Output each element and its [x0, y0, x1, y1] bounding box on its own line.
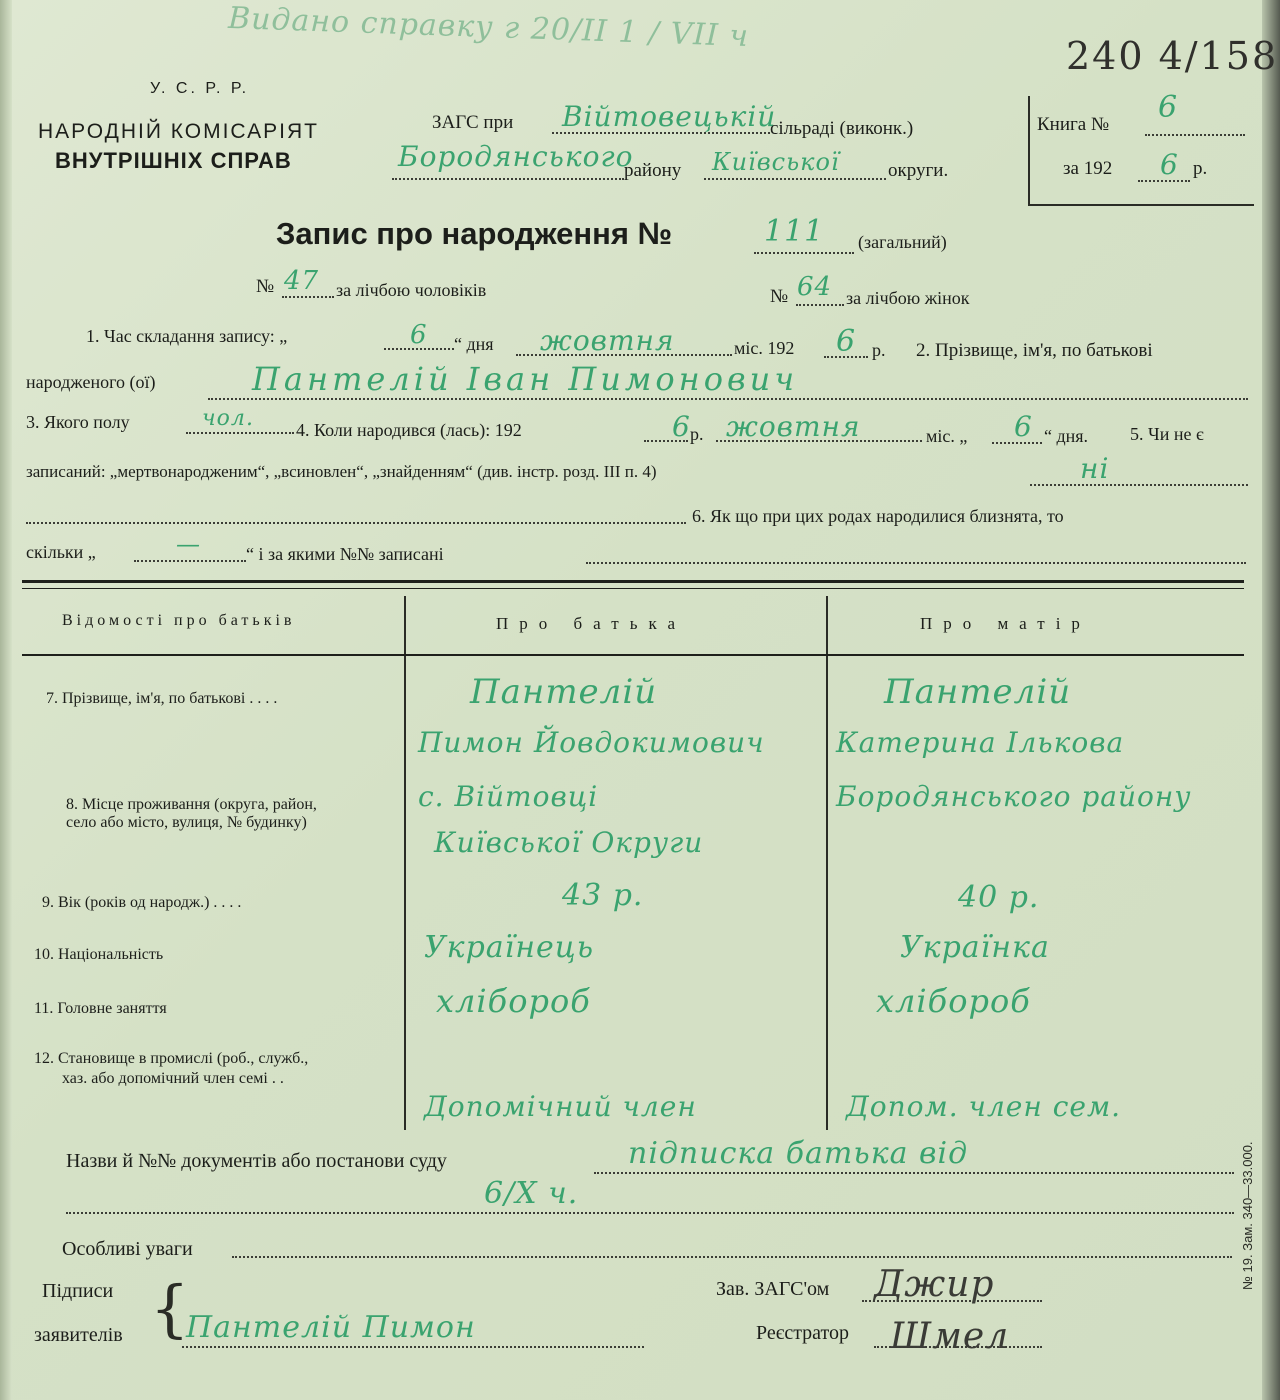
table-top-rule-thin — [22, 588, 1244, 589]
f5-answer: ні — [1080, 452, 1110, 485]
birth-year-suffix: р. — [690, 424, 704, 444]
f1-day: 6 — [410, 320, 428, 350]
birth-year: 6 — [672, 410, 691, 443]
child-name-line — [208, 398, 1248, 400]
top-handwritten-note: Видано справку г 20/ІІ 1 / VII ч — [227, 0, 750, 55]
zags-okruha-label: округи. — [888, 160, 949, 181]
mother-name: Катерина Ількова — [836, 726, 1125, 759]
notes-line — [232, 1256, 1232, 1258]
f1-month-line — [516, 354, 732, 356]
zags-raion-label: району — [624, 160, 682, 181]
record-number: 111 — [764, 214, 825, 249]
notes-label: Особливі уваги — [62, 1238, 193, 1260]
signatures-label-2: заявителів — [34, 1324, 123, 1346]
book-year-digit: 6 — [1160, 148, 1179, 181]
f1-month: жовтня — [540, 324, 675, 357]
f6-records-line — [586, 562, 1246, 564]
row9-label: 9. Вік (років од народж.) . . . . — [42, 894, 242, 911]
sex-line — [186, 432, 294, 434]
table-col1-header: Відомості про батьків — [62, 612, 296, 629]
ministry-line1: НАРОДНІЙ КОМІСАРІЯТ — [38, 120, 319, 143]
republic-label: У. С. Р. Р. — [150, 80, 250, 97]
signatures-brace: { — [150, 1272, 190, 1345]
f1-year-label: міс. 192 — [734, 338, 795, 358]
female-count-prefix: № — [770, 286, 789, 307]
father-occupation: хлібороб — [436, 982, 591, 1020]
docs-value-line1: підписка батька від — [628, 1136, 969, 1171]
f5-label: 5. Чи не є — [1130, 424, 1204, 444]
father-surname: Пантелій — [470, 672, 658, 712]
docs-value-line2: 6/Х ч. — [484, 1176, 579, 1211]
zags-head-signature-line — [862, 1300, 1042, 1302]
f1-day-line — [384, 348, 454, 350]
record-number-line — [754, 252, 854, 254]
f6-label: 6. Як що при цих родах народилися близнята, то — [692, 506, 1064, 526]
f3-label: 3. Якого полу — [26, 412, 130, 432]
zags-raion: Бородянського — [398, 140, 634, 173]
zags-council-label: сільраді (виконк.) — [770, 118, 914, 139]
zags-okruha: Київської — [712, 148, 840, 176]
zags-village-line — [552, 132, 770, 134]
birth-day-line — [992, 442, 1042, 444]
mother-nationality: Українка — [900, 930, 1050, 965]
zags-head-signature: Джир — [874, 1264, 995, 1305]
signatures-label-1: Підписи — [42, 1280, 114, 1302]
page-edge-shadow — [0, 0, 12, 1400]
father-nationality: Українець — [424, 930, 595, 965]
docs-label: Назви й №№ документів або постанови суду — [66, 1150, 447, 1172]
zags-okruha-line — [704, 178, 886, 180]
registrar-signature: Шмел — [890, 1316, 1010, 1357]
birth-month-label: міс. „ — [926, 426, 968, 446]
book-number: 6 — [1158, 90, 1179, 125]
f1-year: 6 — [836, 324, 857, 359]
f1-year-suffix: р. — [872, 340, 886, 360]
archive-number: 240 4/158 — [1066, 34, 1279, 78]
mother-occupation: хлібороб — [876, 982, 1031, 1020]
book-number-line — [1145, 134, 1245, 136]
f1-label: 1. Час складання запису: „ — [86, 326, 288, 346]
male-count-line — [282, 296, 334, 298]
birth-month-line — [716, 440, 922, 442]
f1-day-word: “ дня — [454, 334, 494, 354]
f5-cont: записаний: „мертвонародженим“, „всиновлен“, „знайденням“ (див. інстр. розд. III п. 4) — [26, 462, 657, 481]
record-title: Запис про народження № — [276, 216, 673, 251]
f6-twins-line — [134, 560, 246, 562]
book-binding — [1262, 0, 1280, 1400]
f5-extra-line — [26, 522, 686, 524]
birth-month: жовтня — [726, 410, 861, 443]
male-count-label: за лічбою чоловіків — [336, 280, 487, 300]
row11-label: 11. Головне заняття — [34, 1000, 167, 1017]
record-title-suffix: (загальний) — [858, 232, 947, 252]
mother-residence: Бородянського району — [836, 780, 1192, 813]
book-year-suffix: р. — [1193, 158, 1208, 179]
f4-label: 4. Коли народився (лась): 192 — [296, 420, 522, 440]
table-col2-header: Про батька — [496, 614, 687, 633]
row8-label-2: село або місто, вулиця, № будинку) — [66, 814, 307, 831]
applicant-signature-line — [182, 1346, 644, 1348]
male-count-number: 47 — [284, 266, 320, 296]
sex-value: чол. — [202, 406, 254, 431]
f1-year-line — [824, 356, 868, 358]
row12-label-1: 12. Становище в промислі (роб., служб., — [34, 1050, 309, 1067]
table-header-rule — [22, 654, 1244, 656]
birth-day-label: “ дня. — [1044, 426, 1089, 446]
child-name: Пантелій Іван Пимонович — [252, 360, 799, 398]
residence-okruha: Київської Округи — [434, 826, 704, 859]
f5-answer-line — [1030, 484, 1248, 486]
female-count-number: 64 — [797, 272, 833, 302]
f2-label: 2. Прізвище, ім'я, по батькові — [916, 340, 1153, 361]
f6-cont-b: “ і за якими №№ записані — [246, 544, 444, 564]
birth-day: 6 — [1014, 410, 1033, 443]
f6-cont-a: скільки „ — [26, 542, 96, 562]
mother-status: Допом. член сем. — [846, 1090, 1122, 1123]
mother-surname: Пантелій — [884, 672, 1072, 712]
table-col-divider-2 — [826, 596, 828, 1130]
book-year-line — [1138, 180, 1190, 182]
zags-village: Війтовецькій — [562, 100, 777, 133]
table-col-divider-1 — [404, 596, 406, 1130]
mother-age: 40 р. — [958, 880, 1040, 915]
female-count-line — [796, 304, 844, 306]
birth-year-line — [644, 440, 688, 442]
side-print-mark: № 19. Зам. 340—33.000. — [1240, 1141, 1255, 1290]
row10-label: 10. Національність — [34, 946, 164, 963]
applicant-signature: Пантелій Пимон — [186, 1310, 476, 1345]
registrar-signature-line — [874, 1346, 1042, 1348]
male-count-prefix: № — [256, 276, 275, 297]
father-age: 43 р. — [562, 878, 644, 913]
father-status: Допомічний член — [424, 1090, 697, 1123]
f6-twins-count: — — [176, 530, 201, 558]
f2-label-cont: народженого (ої) — [26, 372, 156, 392]
book-year-prefix: за 192 — [1063, 158, 1113, 179]
registrar-label: Реєстратор — [756, 1322, 850, 1344]
father-name: Пимон Йовдокимович — [418, 726, 765, 759]
book-label: Книга № — [1037, 114, 1110, 135]
ministry-line2: ВНУТРІШНІХ СПРАВ — [55, 148, 292, 173]
father-residence: с. Війтовці — [418, 780, 599, 813]
row8-label-1: 8. Місце проживання (округа, район, — [66, 796, 317, 813]
zags-raion-line — [392, 178, 624, 180]
zags-head-label: Зав. ЗАГС'ом — [716, 1278, 830, 1300]
docs-line-2 — [66, 1212, 1234, 1214]
docs-line-1 — [594, 1172, 1234, 1174]
book-box — [1028, 96, 1254, 206]
row7-label: 7. Прізвище, ім'я, по батькові . . . . — [46, 690, 278, 707]
table-col3-header: Про матір — [920, 614, 1091, 633]
zags-prefix: ЗАГС при — [432, 112, 514, 133]
table-top-rule — [22, 580, 1244, 583]
female-count-label: за лічбою жінок — [846, 288, 970, 308]
row12-label-2: хаз. або допомічний член семі . . — [62, 1070, 284, 1087]
